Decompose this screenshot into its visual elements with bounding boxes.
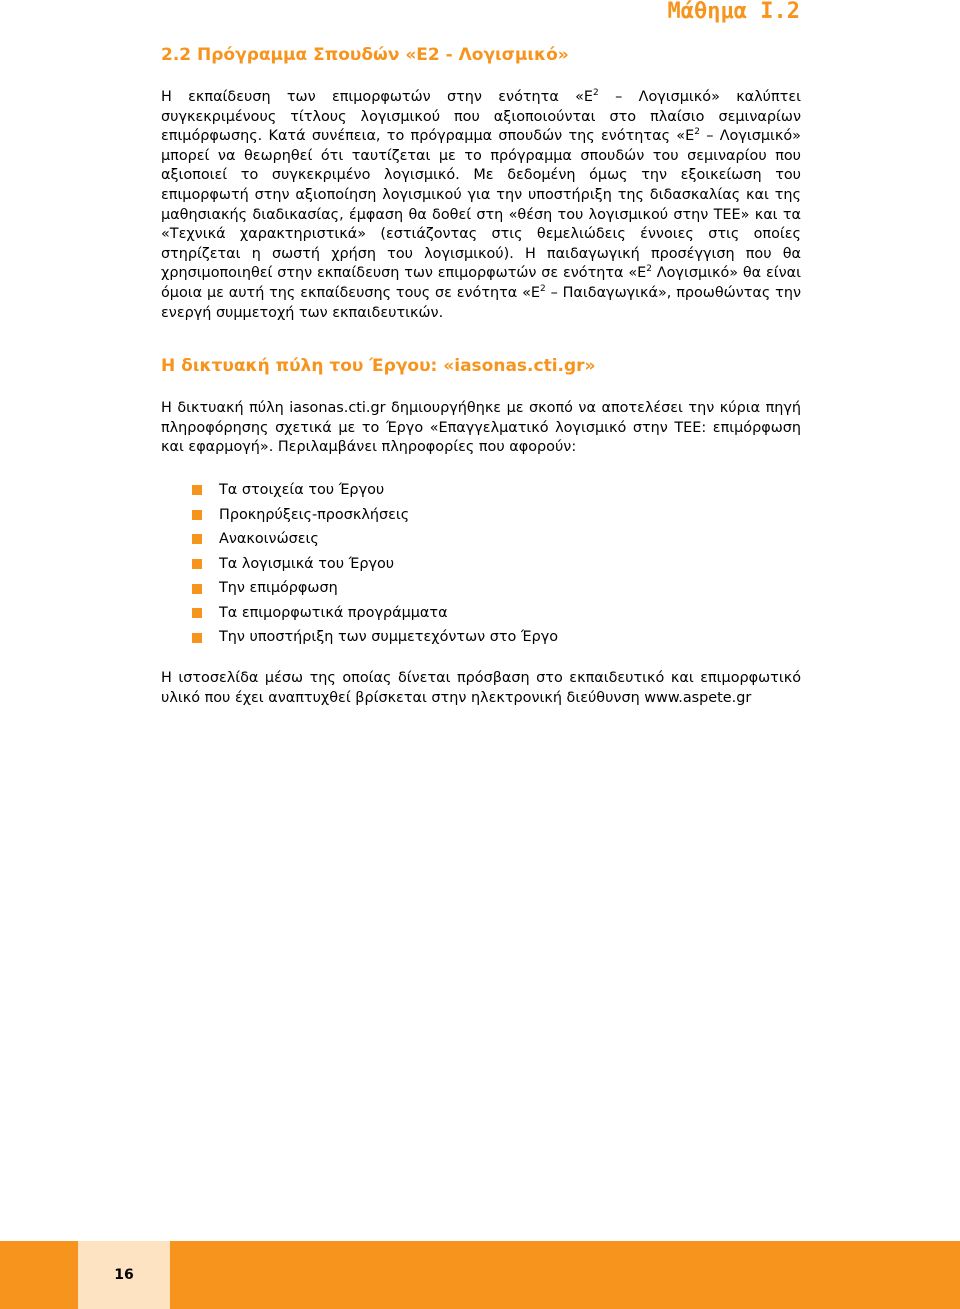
bullet-icon [192, 559, 202, 569]
page-number-box [78, 1241, 170, 1309]
superscript: 2 [593, 88, 599, 99]
bullet-icon [192, 633, 202, 643]
page-number: 16 [114, 1267, 134, 1283]
list-item [161, 576, 801, 601]
list-item [161, 601, 801, 626]
lesson-tag: Μάθημα Ι.2 [667, 0, 800, 24]
list-item-label: Την επιμόρφωση [219, 580, 338, 597]
bullet-icon [192, 584, 202, 594]
list-item-label: Τα λογισμικά του Έργου [219, 555, 395, 572]
list-item [161, 503, 801, 528]
bullet-icon [192, 485, 202, 495]
list-item [161, 625, 801, 650]
curriculum-paragraph [161, 88, 801, 323]
portal-topics-list [161, 478, 801, 650]
list-item-label: Τα στοιχεία του Έργου [219, 481, 385, 498]
bullet-icon [192, 608, 202, 618]
bullet-icon [192, 510, 202, 520]
portal-section-title: Η δικτυακή πύλη του Έργου: «iasonas.cti.gr» [161, 356, 596, 377]
list-item-label: Ανακοινώσεις [219, 531, 319, 548]
portal-intro-paragraph: Η δικτυακή πύλη iasonas.cti.gr δημιουργήθηκε με σκοπό να αποτελέσει την κύρια πηγή πληροφόρησης σχετικά με το Έργο «Επαγγελματικό λογισμικό στην ΤΕΕ: επιμόρφωση και εφαρμογή». Περιλαμβάνει πληροφορίες που αφορούν: [161, 400, 801, 456]
list-item-label: Προκηρύξεις-προσκλήσεις [219, 506, 410, 523]
superscript: 2 [646, 264, 652, 275]
page-content [161, 42, 801, 708]
list-item [161, 527, 801, 552]
list-item-label: Την υποστήριξη των συμμετεχόντων στο Έργο [219, 629, 559, 646]
superscript: 2 [694, 127, 700, 138]
section-title: 2.2 Πρόγραμμα Σπουδών «Ε2 - Λογισμικό» [161, 45, 569, 65]
list-item [161, 478, 801, 503]
text-run: – Παιδαγωγικά», προωθώντας την ενεργή συμμετοχή των εκπαιδευτικών. [161, 284, 801, 321]
list-item-label: Τα επιμορφωτικά προγράμματα [219, 604, 448, 621]
website-paragraph: Η ιστοσελίδα μέσω της οποίας δίνεται πρόσβαση στο εκπαιδευτικό και επιμορφωτικό υλικό που έχει αναπτυχθεί βρίσκεται στην ηλεκτρονική διεύθυνση www.aspete.gr [161, 670, 801, 706]
bullet-icon [192, 534, 202, 544]
text-run: – Λογισμικό» μπορεί να θεωρηθεί ότι ταυτίζεται με το πρόγραμμα σπουδών του σεμιναρίου που αξιοποιεί το συγκεκριμένο λογισμικό. Με δεδομένη όμως την εξοικείωση του επιμορφωτή στην αξιοποίηση λογισμικού για την υποστήριξη της διδασκαλίας και της μαθησιακής διαδικασίας, έμφαση θα δοθεί στη «θέση του λογισμικού στην ΤΕΕ» και τα «Τεχνικά χαρακτηριστικά» (εστιάζοντας στις θεμελιώδεις έννοιες στις οποίες στηρίζεται η σωστή χρήση του λογισμικού). Η παιδαγωγική προσέγγιση που θα χρησιμοποιηθεί στην εκπαίδευση των επιμορφωτών σε ενότητα «Ε [161, 128, 801, 282]
text-run: Λογισμικό» θα είναι όμοια με αυτή της εκπαίδευσης τους σε ενότητα «Ε [161, 265, 801, 301]
superscript: 2 [540, 284, 546, 295]
text-run: Η εκπαίδευση των επιμορφωτών στην ενότητα «Ε [161, 89, 594, 105]
text-run: – Λογισμικό» καλύπτει συγκεκριμένους τίτλους λογισμικού που αξιοποιούνται στο πλαίσιο σεμιναρίων επιμόρφωσης. Κατά συνέπεια, το πρόγραμμα σπουδών της ενότητας «Ε [161, 89, 801, 145]
list-item [161, 552, 801, 577]
